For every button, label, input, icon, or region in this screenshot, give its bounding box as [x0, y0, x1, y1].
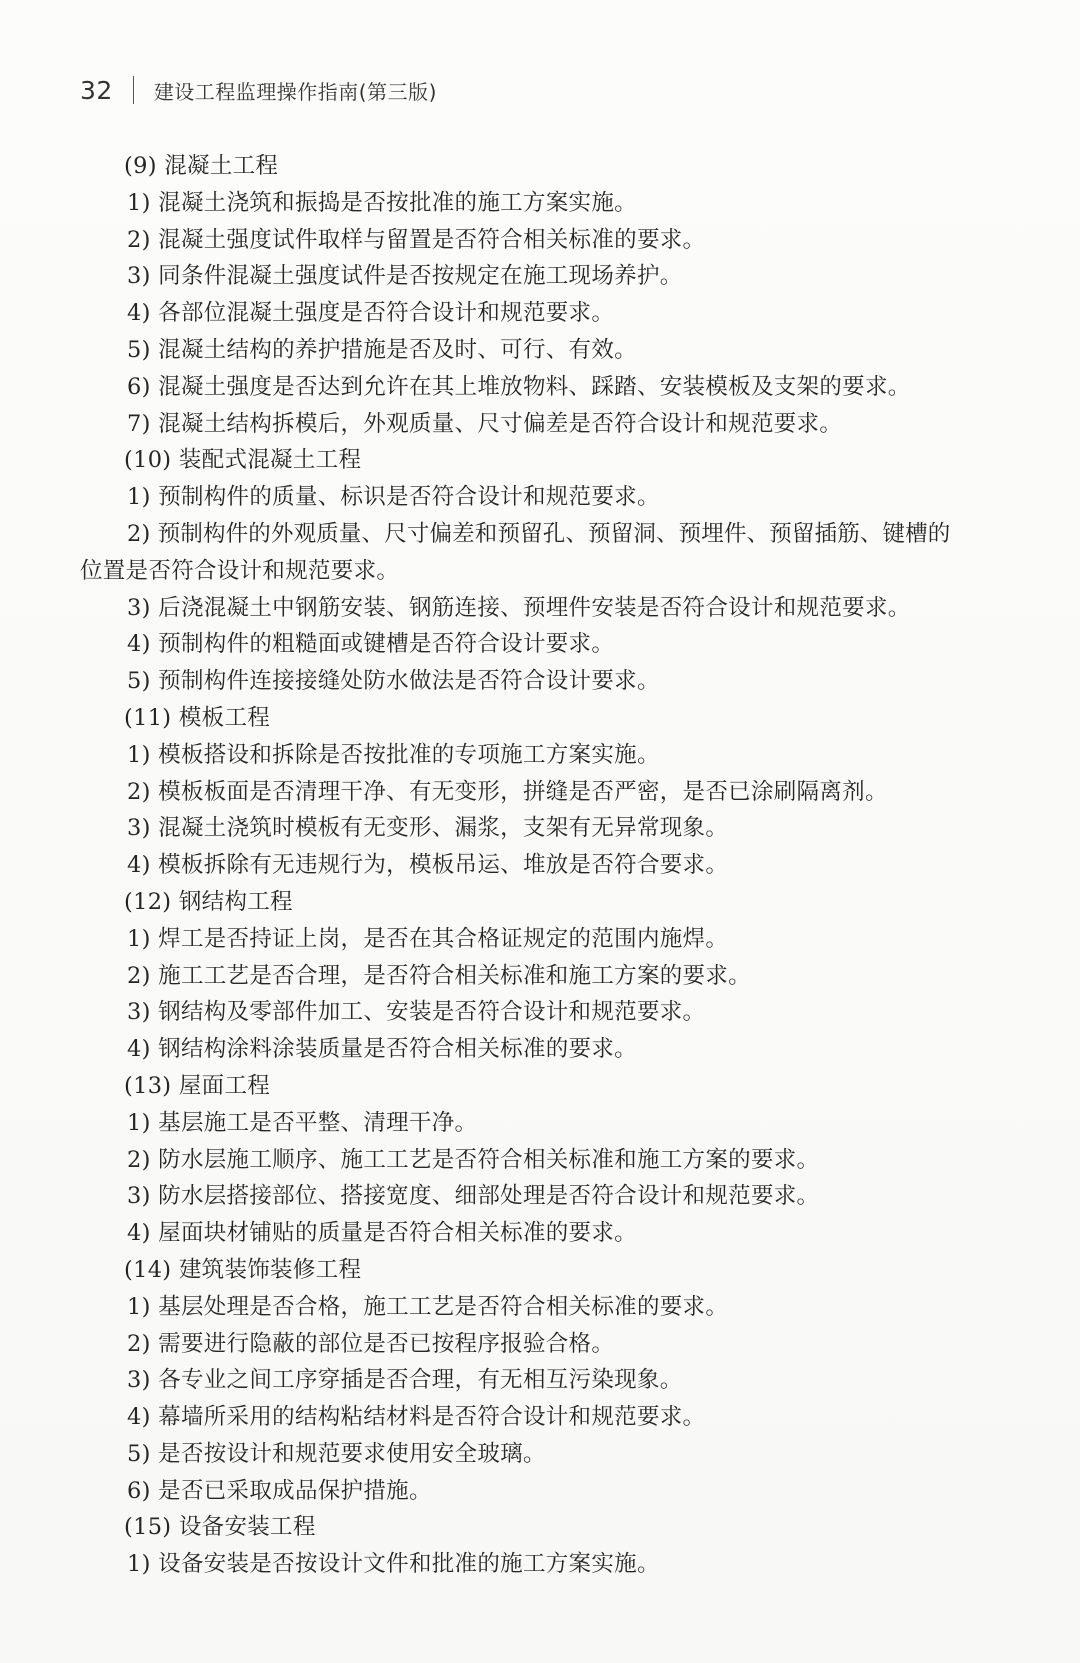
list-item: 3) 防水层搭接部位、搭接宽度、细部处理是否符合设计和规范要求。 [127, 1183, 820, 1210]
book-title: 建设工程监理操作指南(第三版) [153, 79, 437, 104]
list-item-continuation: 位置是否符合设计和规范要求。 [80, 557, 400, 584]
section-heading: (10) 装配式混凝土工程 [124, 447, 362, 474]
list-item: 2) 施工工艺是否合理，是否符合相关标准和施工方案的要求。 [127, 962, 751, 989]
list-item: 2) 混凝土强度试件取样与留置是否符合相关标准的要求。 [127, 226, 706, 253]
list-item: 2) 模板板面是否清理干净、有无变形，拼缝是否严密，是否已涂刷隔离剂。 [127, 778, 888, 805]
header-divider [133, 76, 134, 104]
section-heading: (9) 混凝土工程 [124, 153, 279, 179]
list-item: 1) 基层施工是否平整、清理干净。 [127, 1109, 478, 1136]
list-item: 1) 预制构件的质量、标识是否符合设计和规范要求。 [127, 484, 660, 511]
list-item: 2) 防水层施工顺序、施工工艺是否符合相关标准和施工方案的要求。 [127, 1146, 820, 1173]
list-item: 6) 混凝土强度是否达到允许在其上堆放物料、踩踏、安装模板及支架的要求。 [127, 373, 911, 400]
list-item: 2) 预制构件的外观质量、尺寸偏差和预留孔、预留洞、预埋件、预留插筋、键槽的 [127, 520, 951, 547]
list-item: 3) 混凝土浇筑时模板有无变形、漏浆，支架有无异常现象。 [127, 815, 729, 842]
list-item: 1) 基层处理是否合格，施工工艺是否符合相关标准的要求。 [127, 1293, 729, 1320]
list-item: 3) 同条件混凝土强度试件是否按规定在施工现场养护。 [127, 263, 683, 290]
section-heading: (12) 钢结构工程 [124, 888, 293, 915]
list-item: 4) 各部位混凝土强度是否符合设计和规范要求。 [127, 300, 615, 327]
list-item: 3) 后浇混凝土中钢筋安装、钢筋连接、预埋件安装是否符合设计和规范要求。 [127, 594, 911, 621]
list-item: 5) 混凝土结构的养护措施是否及时、可行、有效。 [127, 336, 637, 363]
list-item: 1) 设备安装是否按设计文件和批准的施工方案实施。 [127, 1551, 660, 1578]
list-item: 5) 预制构件连接接缝处防水做法是否符合设计要求。 [127, 668, 660, 695]
list-item: 7) 混凝土结构拆模后，外观质量、尺寸偏差是否符合设计和规范要求。 [127, 410, 843, 437]
page-header [80, 70, 437, 110]
list-item: 4) 幕墙所采用的结构粘结材料是否符合设计和规范要求。 [127, 1404, 706, 1431]
page-body [80, 148, 1040, 1583]
section-heading: (15) 设备安装工程 [124, 1514, 316, 1541]
page-number: 32 [80, 75, 113, 105]
list-item: 1) 混凝土浇筑和振捣是否按批准的施工方案实施。 [127, 189, 637, 216]
list-item: 2) 需要进行隐蔽的部位是否已按程序报验合格。 [127, 1330, 615, 1357]
section-heading: (14) 建筑装饰装修工程 [124, 1256, 362, 1283]
list-item: 4) 屋面块材铺贴的质量是否符合相关标准的要求。 [127, 1220, 637, 1247]
list-item: 6) 是否已采取成品保护措施。 [127, 1477, 432, 1504]
section-heading: (13) 屋面工程 [124, 1072, 271, 1099]
list-item: 3) 各专业之间工序穿插是否合理，有无相互污染现象。 [127, 1367, 683, 1394]
list-item: 1) 焊工是否持证上岗，是否在其合格证规定的范围内施焊。 [127, 925, 729, 952]
list-item: 5) 是否按设计和规范要求使用安全玻璃。 [127, 1440, 546, 1467]
list-item: 1) 模板搭设和拆除是否按批准的专项施工方案实施。 [127, 741, 660, 768]
list-item: 3) 钢结构及零部件加工、安装是否符合设计和规范要求。 [127, 999, 706, 1026]
section-heading: (11) 模板工程 [124, 704, 271, 731]
list-item: 4) 预制构件的粗糙面或键槽是否符合设计要求。 [127, 631, 615, 658]
list-item: 4) 模板拆除有无违规行为，模板吊运、堆放是否符合要求。 [127, 852, 729, 879]
list-item: 4) 钢结构涂料涂装质量是否符合相关标准的要求。 [127, 1036, 637, 1063]
